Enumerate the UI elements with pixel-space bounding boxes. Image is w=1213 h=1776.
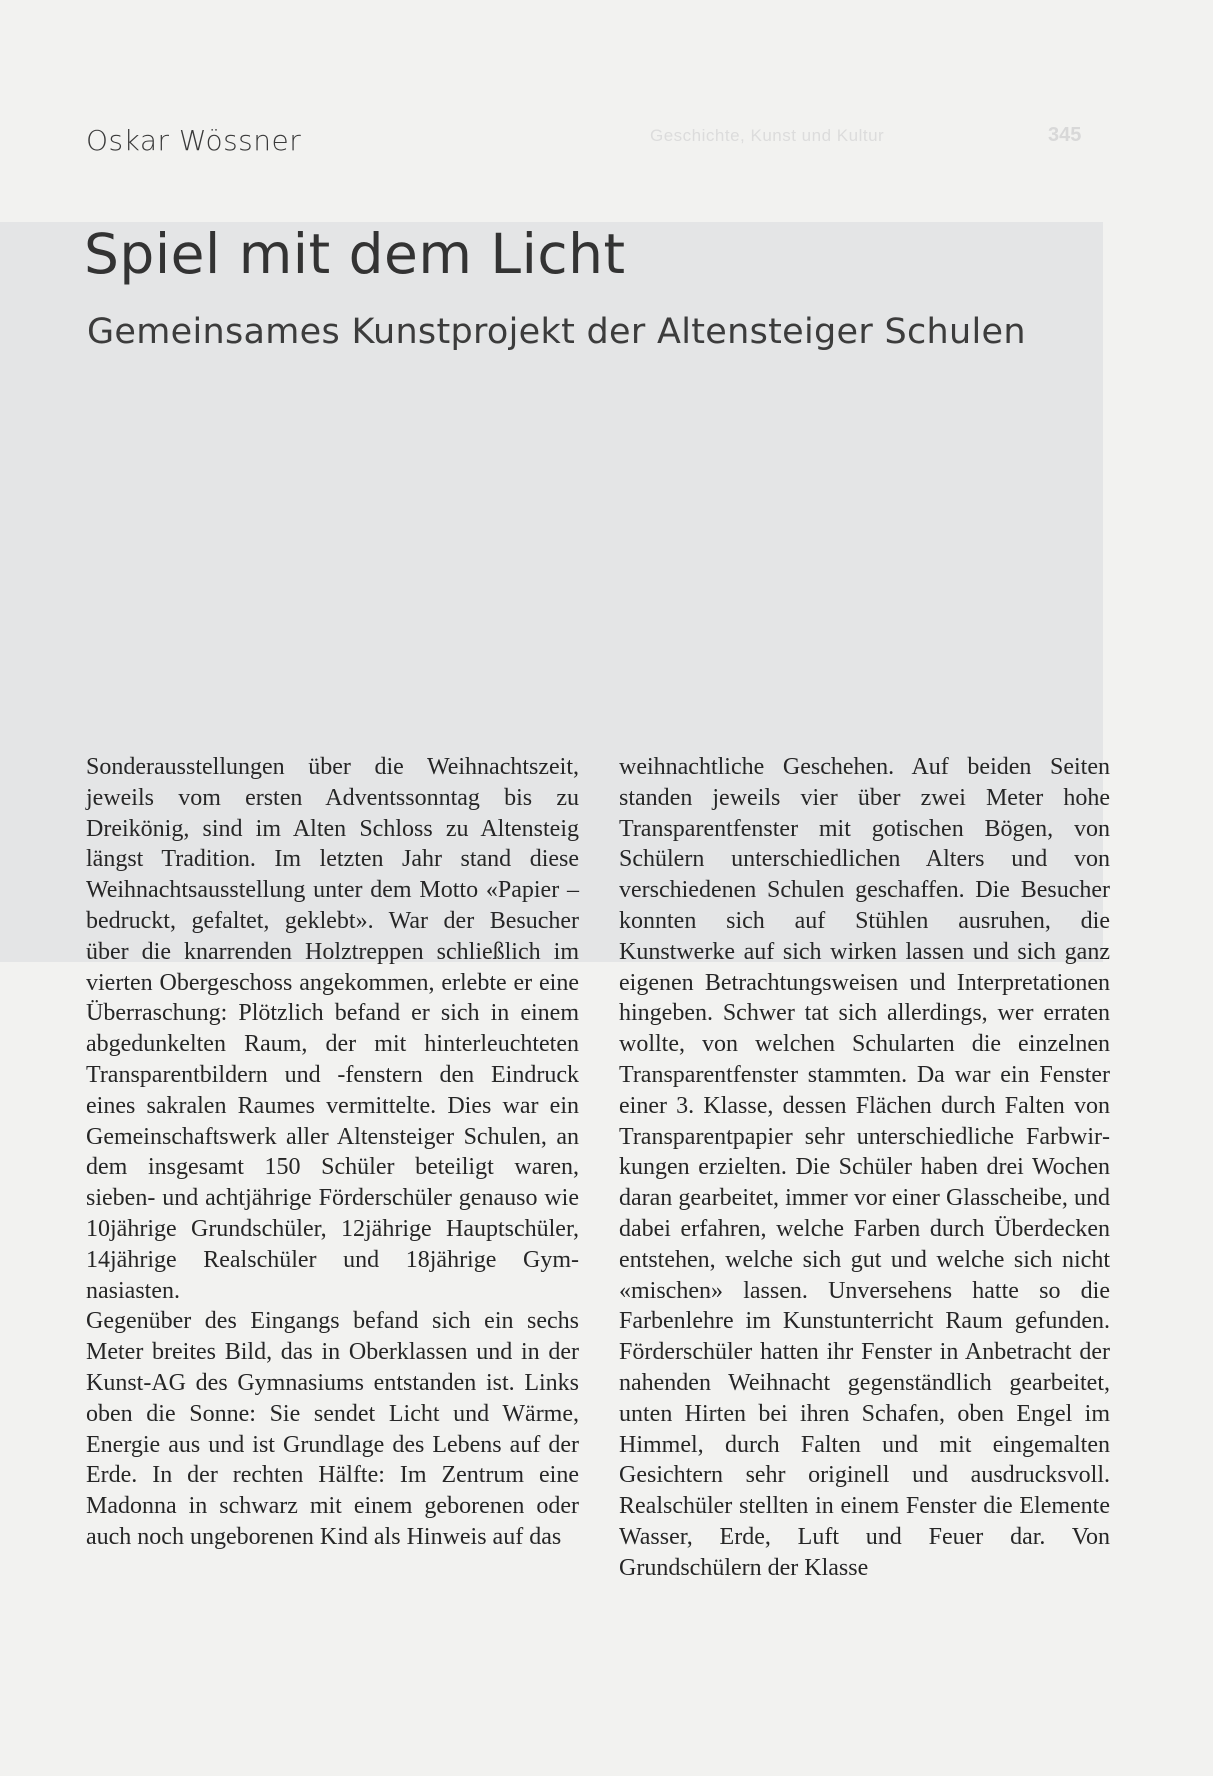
running-head: Geschichte, Kunst und Kultur bbox=[650, 126, 885, 145]
text-column-right bbox=[619, 752, 1110, 1584]
author-name: Oskar Wössner bbox=[86, 124, 302, 157]
text-column-left bbox=[86, 752, 579, 1553]
paragraph: Gegenüber des Eingangs befand sich ein sechs Meter breites Bild, das in Oberklassen und in der Kunst-AG des Gymnasiums entstanden ist. Links oben die Sonne: Sie sendet Licht und Wärme, Energie aus und ist Grundlage des Lebens auf der Erde. In der rechten Hälfte: Im Zentrum eine Madonna in schwarz mit einem geborenen oder auch noch ungeborenen Kind als Hinweis auf das bbox=[86, 1308, 579, 1550]
paragraph: Sonderausstellungen über die Weihnachtszeit, jeweils vom ersten Adventssonntag bis zu Dreikönig, sind im Alten Schloss zu Altensteig längst Tradition. Im letzten Jahr stand diese Weihnachtsausstellung unter dem Motto «Papier – bedruckt, gefaltet, geklebt». War der Besucher über die knarrenden Holztreppen schließlich im vierten Obergeschoss angekommen, erlebte er eine Überraschung: Plötzlich befand er sich in einem abgedunkelten Raum, der mit hinterleuchteten Transparentbildern und -fenstern den Eindruck eines sakralen Raumes vermittelte. Dies war ein Gemeinschaftswerk aller Altensteiger Schulen, an dem insgesamt 150 Schüler beteiligt waren, sieben- und achtjährige Förderschüler genauso wie 10jährige Grundschüler, 12jährige Hauptschüler, 14jährige Realschüler und 18jährige Gymnasiasten. bbox=[86, 754, 579, 1304]
page-number: 345 bbox=[1048, 124, 1082, 146]
article-title: Spiel mit dem Licht bbox=[84, 222, 626, 286]
paragraph: weihnachtliche Geschehen. Auf beiden Seiten standen jeweils vier über zwei Meter hohe Transparentfenster mit gotischen Bögen, von Schülern unterschiedlichen Alters und von verschiedenen Schulen geschaffen. Die Besucher konnten sich auf Stühlen ausruhen, die Kunstwerke auf sich wirken lassen und sich ganz eigenen Betrachtungsweisen und Interpretationen hingeben. Schwer tat sich allerdings, wer erraten wollte, von welchen Schularten die einzelnen Transparentfenster stammten. Da war ein Fenster einer 3. Klasse, dessen Flächen durch Falten von Transparentpapier sehr unterschiedliche Farbwirkungen erzielten. Die Schüler haben drei Wochen daran gearbeitet, immer vor einer Glasscheibe, und dabei erfahren, welche Farben durch Überdecken entstehen, welche sich gut und welche sich nicht «mischen» lassen. Unversehens hatte so die Farbenlehre im Kunstunterricht Raum gefunden. Förderschüler hatten ihr Fenster in Anbetracht der nahenden Weihnacht gegenständlich gearbeitet, unten Hirten bei ihren Schafen, oben Engel im Himmel, durch Falten und mit eingemalten Gesichtern sehr originell und ausdrucksvoll. Realschüler stellten in einem Fenster die Elemente Wasser, Erde, Luft und Feuer dar. Von Grundschülern der Klasse bbox=[619, 754, 1110, 1581]
article-subtitle: Gemeinsames Kunstprojekt der Altensteiger Schulen bbox=[87, 312, 1026, 352]
